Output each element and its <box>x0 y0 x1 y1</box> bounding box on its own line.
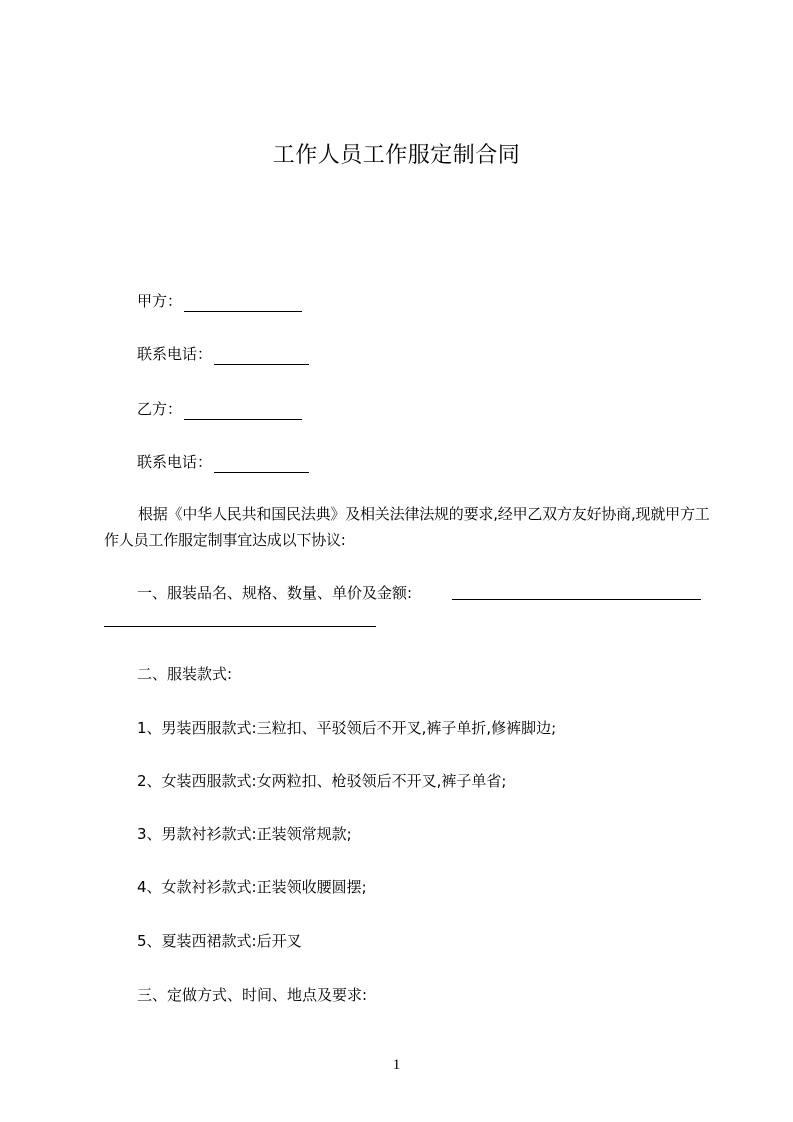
section-2-heading: 二、服装款式: <box>137 665 233 683</box>
document-title: 工作人员工作服定制合同 <box>272 143 521 168</box>
party-a-line <box>137 290 302 312</box>
party-b-phone-line <box>137 451 309 473</box>
party-b-label: 乙方： <box>137 400 183 418</box>
section-3-heading: 三、定做方式、时间、地点及要求: <box>137 986 368 1004</box>
section-1-blank-line-1[interactable] <box>452 599 701 600</box>
party-a-blank[interactable] <box>184 295 302 312</box>
party-b-line <box>137 398 302 420</box>
party-b-phone-label: 联系电话： <box>137 453 213 471</box>
style-item-1: 1、男装西服款式:三粒扣、平驳领后不开叉,裤子单折,修裤脚边; <box>137 719 557 737</box>
intro-paragraph: 根据《中华人民共和国民法典》及相关法律法规的要求,经甲乙双方友好协商,现就甲方工作人员工作服定制事宜达成以下协议: <box>104 505 710 549</box>
party-a-phone-label: 联系电话： <box>137 345 213 363</box>
party-a-label: 甲方： <box>137 292 183 310</box>
style-item-5: 5、夏装西裙款式:后开叉 <box>137 932 302 950</box>
party-b-blank[interactable] <box>184 403 302 420</box>
page-number: 1 <box>392 1057 401 1073</box>
party-a-phone-line <box>137 343 309 365</box>
style-item-3: 3、男款衬衫款式:正装领常规款; <box>137 825 352 843</box>
section-1-blank-line-2[interactable] <box>104 626 376 627</box>
style-item-2: 2、女装西服款式:女两粒扣、枪驳领后不开叉,裤子单省; <box>137 772 507 790</box>
party-b-phone-blank[interactable] <box>214 456 309 473</box>
section-1-heading: 一、服装品名、规格、数量、单价及金额: <box>137 584 413 602</box>
style-item-4: 4、女款衬衫款式:正装领收腰圆摆; <box>137 878 367 896</box>
party-a-phone-blank[interactable] <box>214 348 309 365</box>
